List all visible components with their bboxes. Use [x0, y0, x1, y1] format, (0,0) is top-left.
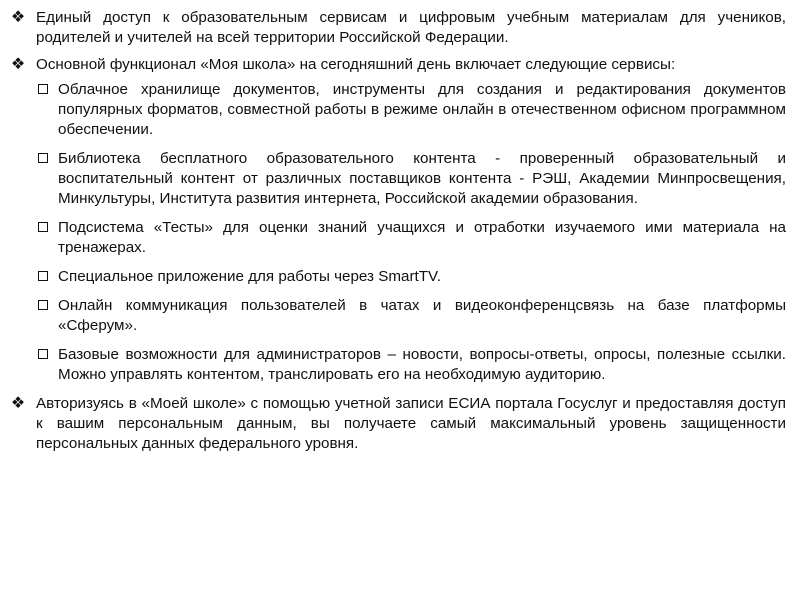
- sub-item-admin: [36, 345, 786, 385]
- bullet-item-unified-access: [8, 8, 786, 48]
- sub-item-smarttv: [36, 267, 786, 287]
- sub-item-cloud-storage: [36, 80, 786, 140]
- sub-item-text: Специальное приложение для работы через SmartTV.: [58, 268, 441, 285]
- checkbox-icon: [38, 222, 48, 232]
- bullet-item-authorization: [8, 394, 786, 454]
- sub-item-text: Библиотека бесплатного образовательного контента - проверенный образовательный и воспитательный контент от различных поставщиков контента - РЭШ, Академии Минпросвещения, Минкультуры, Института развития интернета, Российской академии образования.: [58, 150, 786, 207]
- checkbox-icon: [38, 349, 48, 359]
- sub-item-library: [36, 149, 786, 209]
- checkbox-icon: [38, 153, 48, 163]
- sub-item-text: Базовые возможности для администраторов – новости, вопросы-ответы, опросы, полезные ссылки. Можно управлять контентом, транслировать его на необходимую аудиторию.: [58, 346, 786, 383]
- four-diamond-bullet-icon: ❖: [10, 395, 26, 412]
- bullet-text: Основной функционал «Моя школа» на сегодняшний день включает следующие сервисы:: [36, 56, 676, 73]
- sub-item-text: Облачное хранилище документов, инструменты для создания и редактирования документов популярных форматов, совместной работы в режиме онлайн в отечественном офисном программном обеспечении.: [58, 81, 786, 138]
- bullet-list: [8, 8, 786, 454]
- sub-item-communication: [36, 296, 786, 336]
- four-diamond-bullet-icon: ❖: [10, 56, 26, 73]
- checkbox-icon: [38, 84, 48, 94]
- bullet-text: Единый доступ к образовательным сервисам и цифровым учебным материалам для учеников, родителей и учителей на всей территории Российской Федерации.: [36, 9, 786, 46]
- bullet-item-functionality: [8, 55, 786, 385]
- services-sub-list: [36, 80, 786, 385]
- four-diamond-bullet-icon: ❖: [10, 9, 26, 26]
- sub-item-text: Онлайн коммуникация пользователей в чатах и видеоконференцсвязь на базе платформы «Сферум».: [58, 297, 786, 334]
- sub-item-text: Подсистема «Тесты» для оценки знаний учащихся и отработки изучаемого ими материала на тренажерах.: [58, 219, 786, 256]
- sub-item-tests: [36, 218, 786, 258]
- checkbox-icon: [38, 271, 48, 281]
- checkbox-icon: [38, 300, 48, 310]
- bullet-text: Авторизуясь в «Моей школе» с помощью учетной записи ЕСИА портала Госуслуг и предоставляя доступ к вашим персональным данным, вы получаете самый максимальный уровень защищенности персональных данных федерального уровня.: [36, 395, 786, 452]
